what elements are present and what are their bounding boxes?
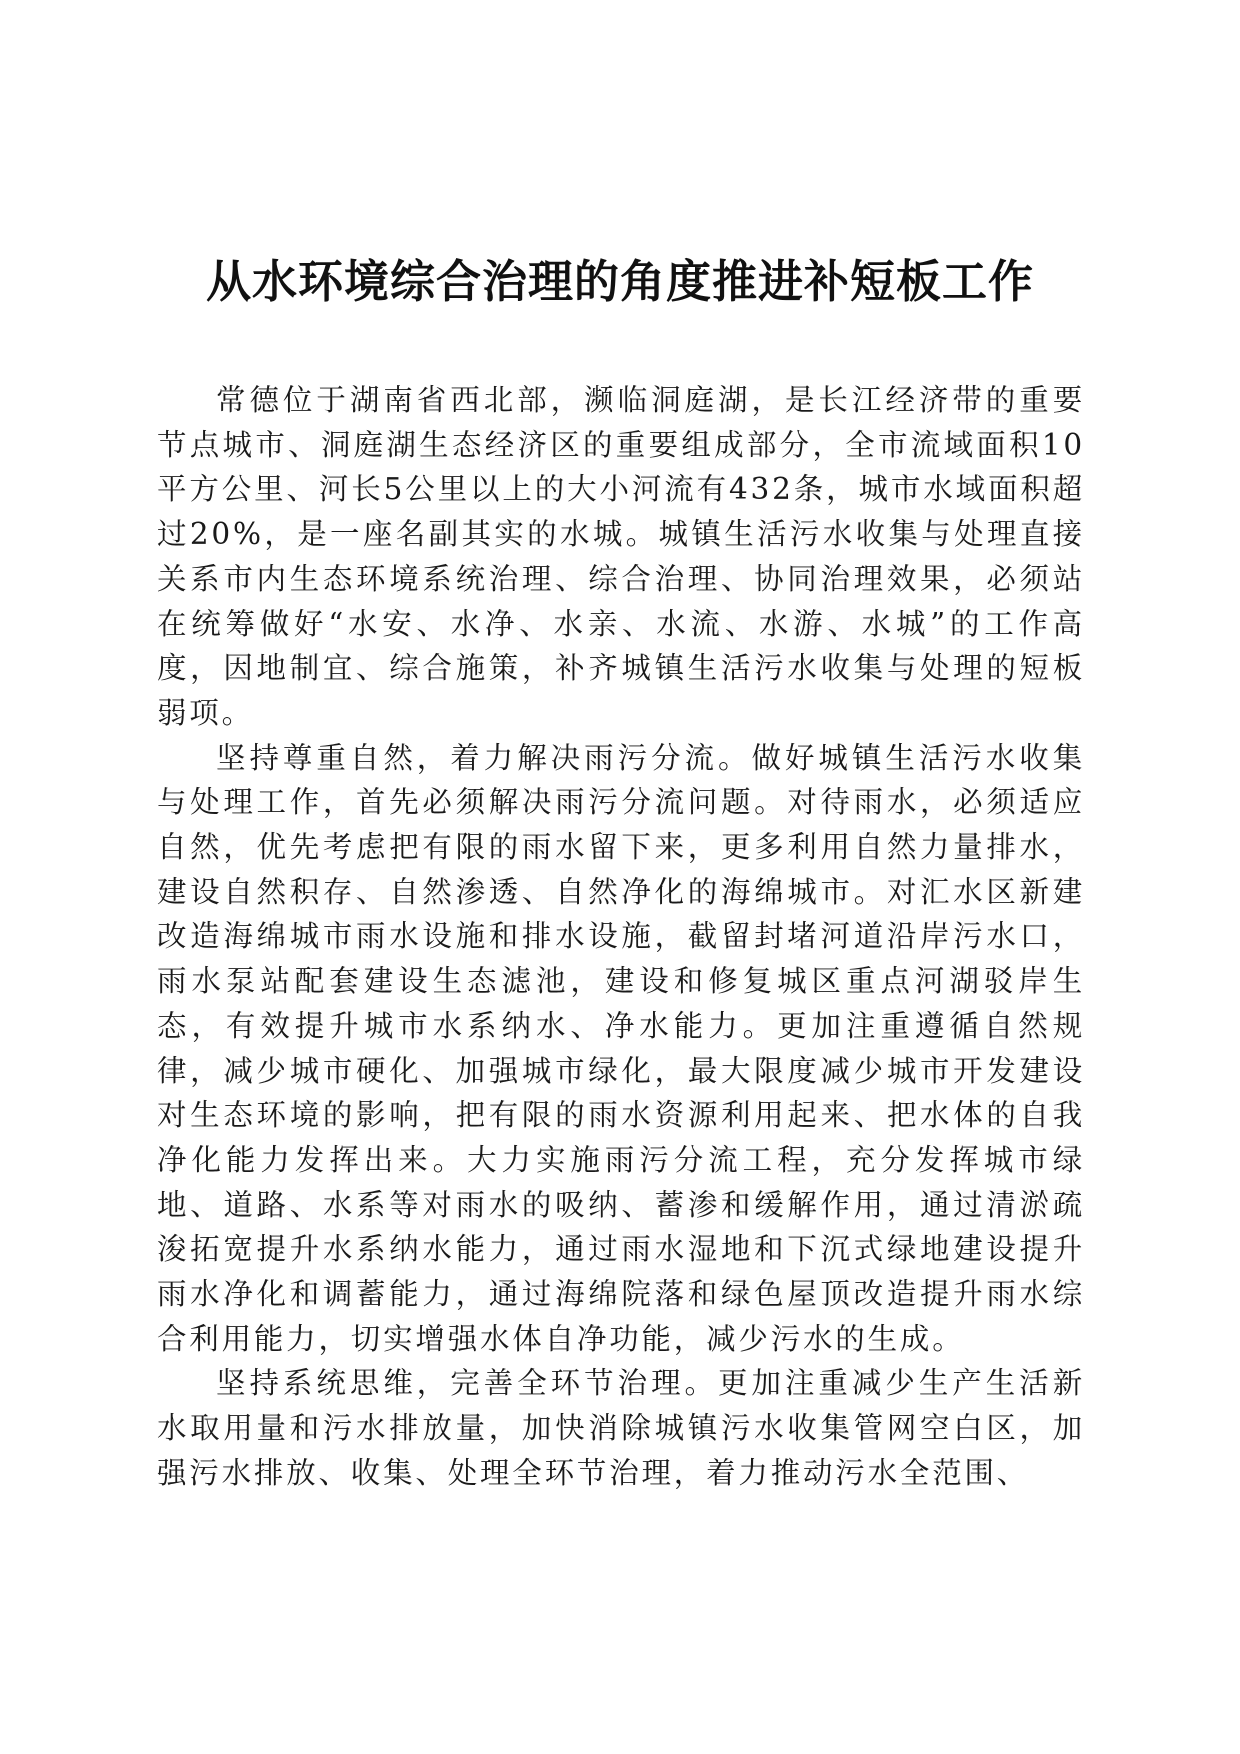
document-title: 从水环境综合治理的角度推进补短板工作 bbox=[205, 255, 1034, 308]
paragraph-systemic-governance: 坚持系统思维，完善全环节治理。更加注重减少生产生活新水取用量和污水排放量，加快消除城镇污水收集管网空白区，加强污水排放、收集、处理全环节治理，着力推动污水全范围、 bbox=[157, 1366, 1085, 1490]
paragraph-intro: 常德位于湖南省西北部，濒临洞庭湖，是长江经济带的重要节点城市、洞庭湖生态经济区的重要组成部分，全市流域面积10平方公里、河长5公里以上的大小河流有432条，城市水域面积超过20%，是一座名副其实的水城。城镇生活污水收集与处理直接关系市内生态环境系统治理、综合治理、协同治理效果，必须站在统筹做好“水安、水净、水亲、水流、水游、水城”的工作高度，因地制宜、综合施策，补齐城镇生活污水收集与处理的短板弱项。 bbox=[157, 383, 1085, 730]
paragraph-rainwater-separation: 坚持尊重自然，着力解决雨污分流。做好城镇生活污水收集与处理工作，首先必须解决雨污分流问题。对待雨水，必须适应自然，优先考虑把有限的雨水留下来，更多利用自然力量排水，建设自然积存、自然渗透、自然净化的海绵城市。对汇水区新建改造海绵城市雨水设施和排水设施，截留封堵河道沿岸污水口，雨水泵站配套建设生态滤池，建设和修复城区重点河湖驳岸生态，有效提升城市水系纳水、净水能力。更加注重遵循自然规律，减少城市硬化、加强城市绿化，最大限度减少城市开发建设对生态环境的影响，把有限的雨水资源利用起来、把水体的自我净化能力发挥出来。大力实施雨污分流工程，充分发挥城市绿地、道路、水系等对雨水的吸纳、蓄渗和缓解作用，通过清淤疏浚拓宽提升水系纳水能力，通过雨水湿地和下沉式绿地建设提升雨水净化和调蓄能力，通过海绵院落和绿色屋顶改造提升雨水综合利用能力，切实增强水体自净功能，减少污水的生成。 bbox=[157, 740, 1085, 1356]
document-body bbox=[157, 378, 1085, 1496]
